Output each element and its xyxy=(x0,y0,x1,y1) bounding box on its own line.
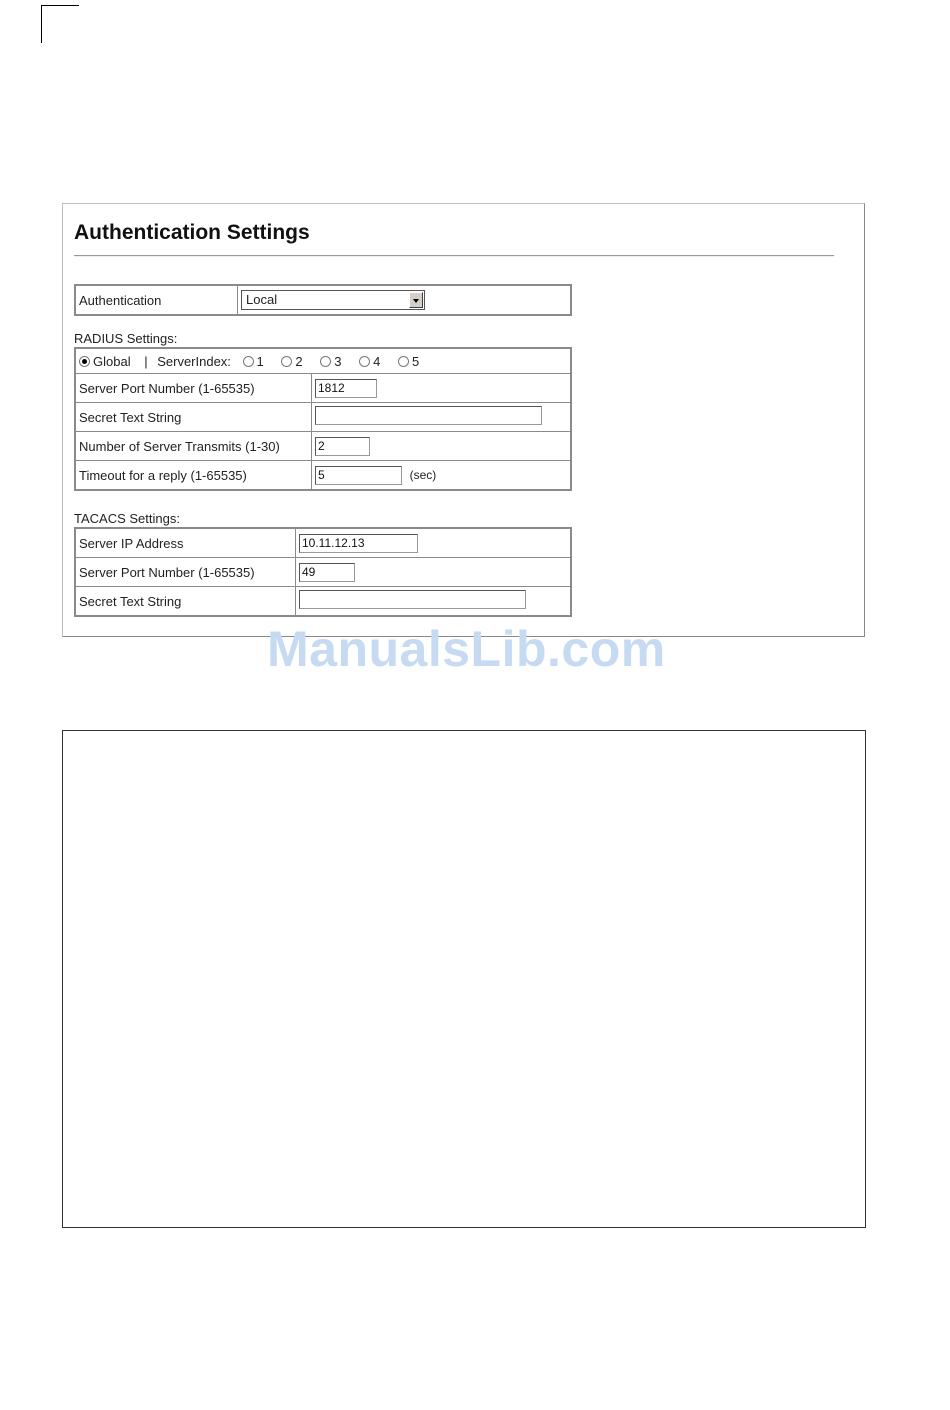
radio-server-2-label: 2 xyxy=(295,353,303,369)
radio-server-1-option[interactable] xyxy=(243,354,264,369)
tacacs-secret-cell xyxy=(296,587,572,617)
radius-transmits-input[interactable]: 2 xyxy=(315,437,370,456)
radio-global-option[interactable] xyxy=(79,354,131,369)
radius-port-input[interactable]: 1812 xyxy=(315,379,377,398)
radius-server-row xyxy=(75,348,571,374)
table-row xyxy=(75,587,571,617)
radio-server-5[interactable] xyxy=(398,356,409,367)
table-row xyxy=(75,558,571,587)
radio-server-5-label: 5 xyxy=(411,353,420,369)
table-row xyxy=(75,528,571,558)
tacacs-port-input[interactable]: 49 xyxy=(299,563,355,582)
tacacs-ip-label: Server IP Address xyxy=(75,528,296,558)
tacacs-secret-label: Secret Text String xyxy=(75,587,296,617)
radio-server-1[interactable] xyxy=(243,356,254,367)
authentication-table xyxy=(74,284,572,316)
empty-content-box xyxy=(62,730,866,1228)
tacacs-secret-input[interactable] xyxy=(299,590,526,609)
radio-server-2[interactable] xyxy=(281,356,292,367)
authentication-settings-panel xyxy=(62,203,865,637)
radius-timeout-cell xyxy=(312,461,572,491)
table-row xyxy=(75,461,571,491)
radio-server-4[interactable] xyxy=(359,356,370,367)
authentication-select[interactable] xyxy=(241,290,425,310)
radio-server-5-option[interactable] xyxy=(398,354,419,369)
radius-port-label: Server Port Number (1-65535) xyxy=(75,374,312,403)
radio-server-2-option[interactable] xyxy=(281,354,302,369)
radius-timeout-input[interactable]: 5 xyxy=(315,466,402,485)
tacacs-ip-cell xyxy=(296,528,572,558)
radio-server-4-label: 4 xyxy=(373,353,381,369)
tacacs-table xyxy=(74,527,572,617)
radius-section-label: RADIUS Settings: xyxy=(74,331,178,346)
authentication-select-cell xyxy=(238,285,572,315)
radius-table xyxy=(74,347,572,491)
watermark: ManualsLib.com xyxy=(267,621,666,677)
radius-transmits-cell xyxy=(312,432,572,461)
page-title: Authentication Settings xyxy=(74,221,310,244)
radio-server-4-option[interactable] xyxy=(359,354,380,369)
authentication-row xyxy=(75,285,571,315)
tacacs-section-label: TACACS Settings: xyxy=(74,511,180,526)
radio-server-3[interactable] xyxy=(320,356,331,367)
radius-transmits-label: Number of Server Transmits (1-30) xyxy=(75,432,312,461)
table-row xyxy=(75,403,571,432)
server-index-label: ServerIndex: xyxy=(157,353,231,369)
table-row xyxy=(75,432,571,461)
title-divider xyxy=(74,255,834,257)
radio-server-3-label: 3 xyxy=(334,353,342,369)
radio-global[interactable] xyxy=(79,356,90,367)
option-divider: | xyxy=(144,353,148,369)
authentication-label: Authentication xyxy=(75,285,238,315)
crop-mark-vertical xyxy=(41,5,42,43)
authentication-select-value: Local xyxy=(246,292,278,307)
table-row xyxy=(75,374,571,403)
timeout-unit-label: (sec) xyxy=(409,467,437,482)
radio-global-label: Global xyxy=(93,353,131,369)
radius-server-selector xyxy=(75,348,571,374)
tacacs-port-cell xyxy=(296,558,572,587)
radio-server-3-option[interactable] xyxy=(320,354,341,369)
crop-mark-horizontal xyxy=(41,5,79,6)
tacacs-port-label: Server Port Number (1-65535) xyxy=(75,558,296,587)
tacacs-ip-input[interactable]: 10.11.12.13 xyxy=(299,534,418,553)
radius-timeout-label: Timeout for a reply (1-65535) xyxy=(75,461,312,491)
radius-secret-cell xyxy=(312,403,572,432)
radio-server-1-label: 1 xyxy=(256,353,264,369)
radius-secret-label: Secret Text String xyxy=(75,403,312,432)
chevron-down-icon[interactable] xyxy=(409,292,423,308)
radius-secret-input[interactable] xyxy=(315,406,542,425)
radius-port-cell xyxy=(312,374,572,403)
